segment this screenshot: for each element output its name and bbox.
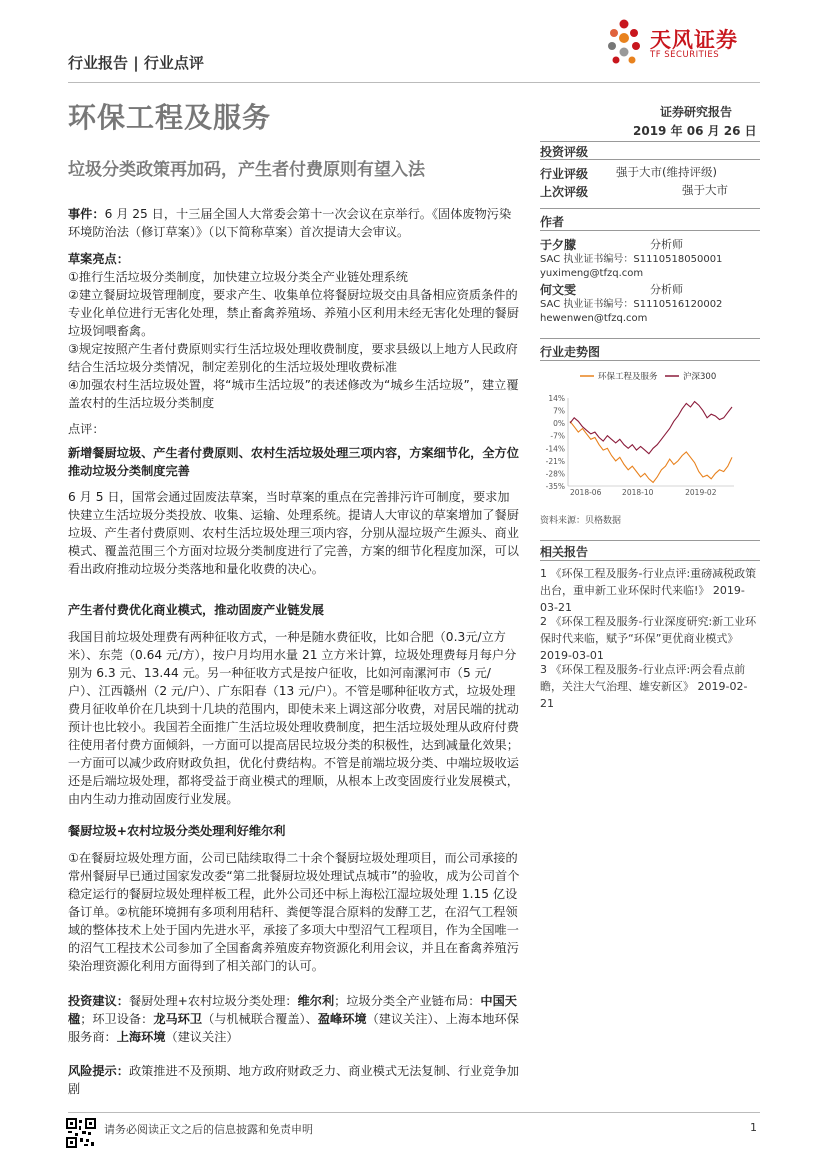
subsection-3-title: 餐厨垃圾+农村垃圾分类处理利好维尔利 bbox=[68, 824, 286, 838]
rating-label: 行业评级 bbox=[540, 167, 589, 181]
risk-warning bbox=[68, 1062, 520, 1098]
rating-label: 上次评级 bbox=[540, 185, 589, 199]
x-tick-label: 2018-10 bbox=[622, 488, 654, 497]
author-email[interactable]: hewenwen@tfzq.com bbox=[540, 313, 648, 324]
invest-text: （建议关注）、上海本地环保服务商： bbox=[68, 1012, 519, 1044]
invest-text: 餐厨处理+农村垃圾分类处理： bbox=[128, 994, 298, 1008]
footer-divider bbox=[68, 1112, 760, 1113]
related-report-item[interactable]: 1 《环保工程及服务-行业点评:重磅减税政策出台，重申新工业环保时代来临!》 2019-03-21 bbox=[540, 567, 757, 614]
authors-title: 作者 bbox=[540, 215, 565, 229]
report-type: 证券研究报告 bbox=[660, 105, 733, 119]
related-report-item[interactable]: 2 《环保工程及服务-行业深度研究:新工业环保时代来临，赋予“环保”更优商业模式》 2019-03-01 bbox=[540, 615, 757, 662]
y-tick-label: 14% bbox=[548, 394, 565, 403]
rating-title: 投资评级 bbox=[540, 145, 589, 159]
author-name: 何文雯 bbox=[540, 283, 577, 297]
invest-text: ；垃圾分类全产业链布局： bbox=[334, 994, 481, 1008]
related-divider bbox=[540, 560, 760, 561]
rating-divider-top bbox=[540, 141, 760, 142]
report-date: 2019 年 06 月 26 日 bbox=[633, 124, 757, 138]
y-tick-label: -21% bbox=[545, 456, 565, 466]
event-label: 事件： bbox=[68, 207, 105, 221]
event-paragraph bbox=[68, 205, 520, 241]
headline: 垃圾分类政策再加码，产生者付费原则有望入法 bbox=[68, 160, 425, 180]
trend-divider bbox=[540, 360, 760, 361]
industry-trend-chart bbox=[540, 368, 760, 520]
header-divider bbox=[68, 82, 760, 83]
invest-text: （与机械联合覆盖）、 bbox=[202, 1012, 318, 1026]
risk-label: 风险提示： bbox=[68, 1064, 129, 1078]
industry-title: 环保工程及服务 bbox=[68, 101, 272, 134]
trend-divider-top bbox=[540, 338, 760, 339]
subsection-2-text: 我国目前垃圾处理费有两种征收方式，一种是随水费征收，比如合肥（0.3元/立方米）、东莞（0.64 元/方），按户月均用水量 21 立方米计算，垃圾处理费每月每户分别为 6.3 元、13.44 元。另一种征收方式是按户征收，比如河南漯河市（5 元/户）、江西赣州（2 元/户）、广东阳春（13 元/户）。不管是哪种征收方式，垃圾处理费月征收单价在几块到十几块的范围内，即使未来上调这部分收费，对居民端的扰动预计也比较小。我国若全面推广生活垃圾处理收费制度，把生活垃圾处理从政府付费往使用者付费方面倾斜，一方面可以提高居民垃圾分类的积极性，达到减量化效果；一方面可以减少政府财政负担，优化付费结构。不管是前端垃圾分类、中端垃圾收运还是后端垃圾处理，都将受益于商业模式的理顺，从根本上改变固废行业发展模式，由内生动力推动固废行业发展。 bbox=[68, 630, 519, 806]
highlights-title: 草案亮点： bbox=[68, 252, 129, 266]
report-category: 行业报告 | 行业点评 bbox=[68, 54, 204, 72]
author-email[interactable]: yuximeng@tfzq.com bbox=[540, 268, 644, 279]
trend-title: 行业走势图 bbox=[540, 345, 601, 359]
rating-divider bbox=[540, 159, 760, 160]
event-text: 6 月 25 日，十三届全国人大常委会第十一次会议在京举行。《固体废物污染环境防治法（修订草案）》（以下简称草案）首次提请大会审议。 bbox=[68, 207, 512, 239]
y-tick-label: -7% bbox=[550, 431, 565, 441]
x-tick-label: 2019-02 bbox=[685, 488, 717, 497]
logo-text-cn: 天风证券 bbox=[650, 28, 738, 52]
author-sac: SAC 执业证书编号：S1110516120002 bbox=[540, 299, 723, 310]
rating-value: 强于大市 bbox=[682, 183, 728, 197]
chart-source: 资料来源：贝格数据 bbox=[540, 516, 622, 526]
y-tick-label: 7% bbox=[553, 406, 565, 416]
rating-row bbox=[540, 181, 760, 200]
legend-label: 环保工程及服务 bbox=[598, 372, 658, 382]
invest-label: 投资建议： bbox=[68, 994, 129, 1008]
page-number: 1 bbox=[750, 1121, 757, 1134]
legend-label: 沪深300 bbox=[683, 372, 717, 382]
investment-advice bbox=[68, 992, 520, 1046]
footer-disclaimer: 请务必阅读正文之后的信息披露和免责申明 bbox=[104, 1123, 313, 1136]
highlight-item: ①推行生活垃圾分类制度，加快建立垃圾分类全产业链处理系统 bbox=[68, 270, 408, 284]
author-role: 分析师 bbox=[650, 283, 683, 296]
risk-text: 政策推进不及预期、地方政府财政乏力、商业模式无法复制、行业竞争加剧 bbox=[68, 1064, 519, 1096]
stock-name: 维尔利 bbox=[297, 994, 335, 1008]
highlight-item: ②建立餐厨垃圾管理制度，要求产生、收集单位将餐厨垃圾交由具备相应资质条件的专业化单位进行无害化处理，禁止畜禽养殖场、养殖小区利用未经无害化处理的餐厨垃圾饲喂畜禽。 bbox=[68, 288, 519, 338]
stock-name: 龙马环卫 bbox=[153, 1012, 203, 1026]
author-sac: SAC 执业证书编号：S1110518050001 bbox=[540, 254, 723, 265]
related-divider-top bbox=[540, 540, 760, 541]
author-name: 于夕朦 bbox=[540, 238, 577, 252]
y-tick-label: -35% bbox=[545, 482, 565, 491]
comment-title: 点评： bbox=[68, 422, 105, 436]
y-tick-label: -14% bbox=[545, 444, 565, 454]
author-role: 分析师 bbox=[650, 238, 683, 251]
series-line bbox=[570, 402, 732, 454]
rating-value: 强于大市(维持评级) bbox=[616, 165, 717, 179]
authors-divider-top bbox=[540, 208, 760, 209]
related-title: 相关报告 bbox=[540, 545, 589, 559]
highlight-item: ④加强农村生活垃圾处置，将“城市生活垃圾”的表述修改为“城乡生活垃圾”，建立覆盖农村的生活垃圾分类制度 bbox=[68, 378, 519, 410]
qr-code-icon[interactable] bbox=[66, 1118, 96, 1148]
author-block bbox=[540, 236, 760, 281]
invest-text: （建议关注） bbox=[165, 1030, 239, 1044]
authors-divider bbox=[540, 230, 760, 231]
logo-text-en: TF SECURITIES bbox=[650, 50, 720, 60]
subsection-2-title: 产生者付费优化商业模式，推动固废产业链发展 bbox=[68, 603, 324, 617]
stock-name: 中国天楹 bbox=[68, 994, 517, 1026]
x-tick-label: 2018-06 bbox=[570, 488, 602, 497]
stock-name: 上海环境 bbox=[116, 1030, 166, 1044]
invest-text: ；环卫设备： bbox=[80, 1012, 154, 1026]
y-tick-label: 0% bbox=[553, 419, 565, 429]
y-tick-label: -28% bbox=[545, 469, 565, 479]
highlights-section bbox=[68, 250, 520, 412]
subsection-3-text: ①在餐厨垃圾处理方面，公司已陆续取得二十余个餐厨垃圾处理项目，而公司承接的常州餐厨早已通过国家发改委“第二批餐厨垃圾处理试点城市”的验收，成为公司首个稳定运行的餐厨垃圾处理样板工程，此外公司还中标上海松江湿垃圾处理 1.15 亿设备订单。②杭能环境拥有多项利用秸秆、粪便等混合原料的发酵工艺，在沼气工程领域的整体技术上处于国内先进水平，承接了多项大中型沼气工程项目，作为全国唯一的沼气工程技术公司参加了全国畜禽养殖废弃物资源化利用会议，并且在畜禽养殖污染治理资源化利用方面得到了相关部门的认可。 bbox=[68, 851, 520, 973]
subsection-1-title: 新增餐厨垃圾、产生者付费原则、农村生活垃圾处理三项内容，方案细节化，全方位推动垃圾分类制度完善 bbox=[68, 446, 519, 478]
rating-row bbox=[540, 163, 760, 182]
author-block bbox=[540, 281, 760, 326]
related-report-item[interactable]: 3 《环保工程及服务-行业点评:两会看点前瞻，关注大气治理、雄安新区》 2019-02-21 bbox=[540, 663, 748, 710]
highlight-item: ③规定按照产生者付费原则实行生活垃圾处理收费制度，要求县级以上地方人民政府结合生活垃圾分类情况，制定差别化的生活垃圾处理收费标准 bbox=[68, 342, 518, 374]
subsection-1-text: 6 月 5 日，国常会通过固废法草案，当时草案的重点在完善排污许可制度，要求加快建立生活垃圾分类投放、收集、运输、处理系统。提请人大审议的草案增加了餐厨垃圾、产生者付费原则、农村生活垃圾处理三项内容，分别从湿垃圾产生源头、商业模式、覆盖范围三个方面对垃圾分类制度进行了完善，方案的细节化程度加深，可以看出政府推动垃圾分类落地和量化收费的决心。 bbox=[68, 490, 519, 576]
stock-name: 盈峰环境 bbox=[317, 1012, 367, 1026]
